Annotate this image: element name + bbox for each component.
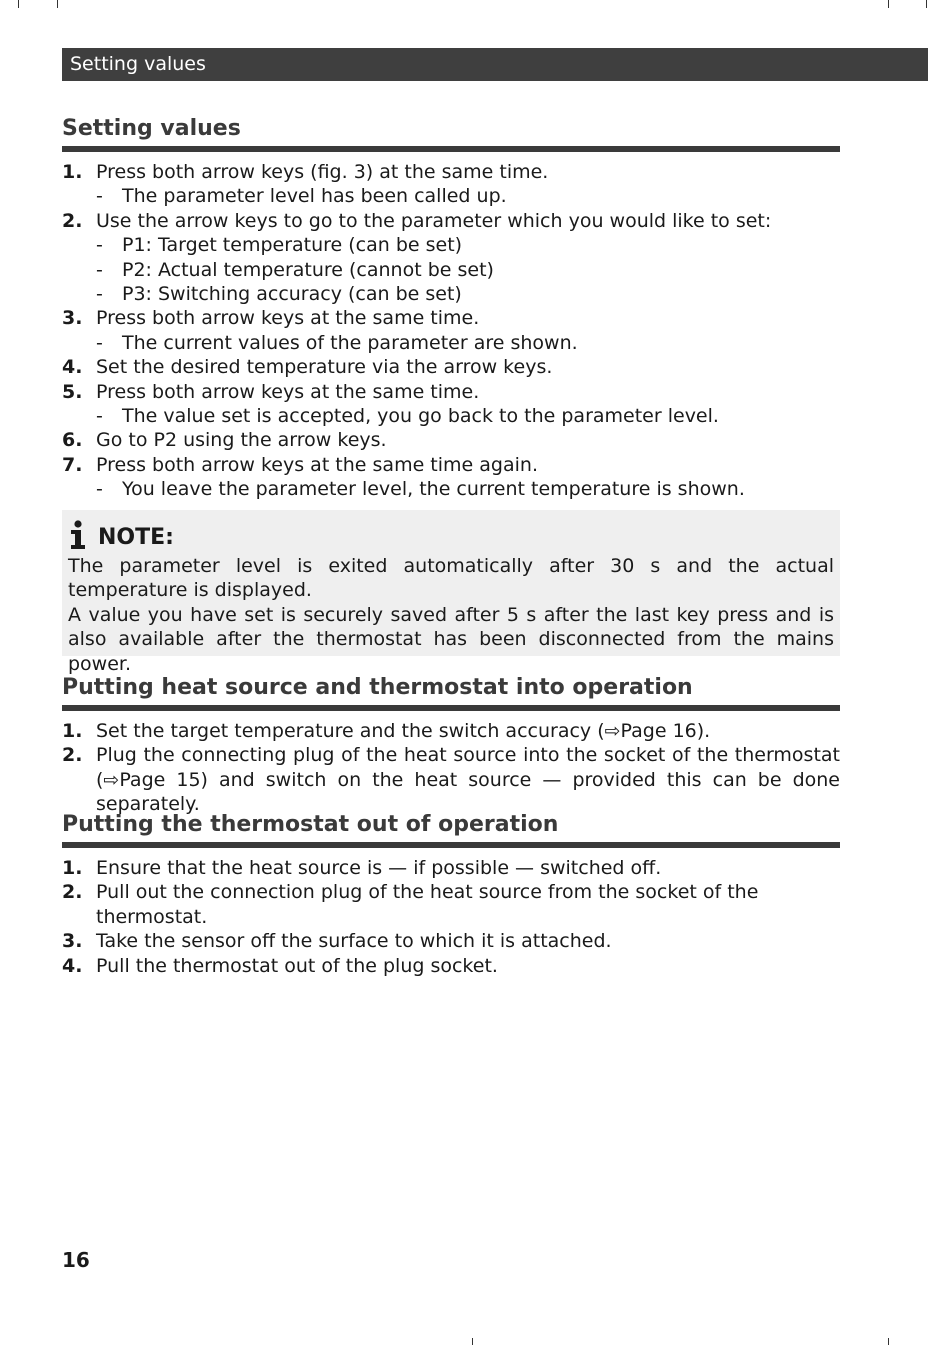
step-text: Plug the connecting plug of the heat source into the socket of the thermostat (⇨Page 15) and switch on the heat source — provided this can be done separately. <box>96 744 840 816</box>
list-item <box>62 209 840 307</box>
step-text: Press both arrow keys at the same time. <box>96 380 480 403</box>
crop-mark <box>926 0 927 8</box>
crop-mark <box>57 0 58 8</box>
step-list <box>62 160 840 502</box>
section-setting-values <box>62 116 840 502</box>
sub-text: You leave the parameter level, the current temperature is shown. <box>122 478 745 501</box>
step-text: Press both arrow keys at the same time. <box>96 307 480 330</box>
dash-marker: - <box>96 405 103 428</box>
crop-mark <box>18 0 19 8</box>
sub-text: The parameter level has been called up. <box>122 185 507 208</box>
sub-text: P2: Actual temperature (cannot be set) <box>122 258 494 281</box>
sub-item <box>96 233 840 257</box>
note-paragraph: The parameter level is exited automatically after 30 s and the actual temperature is displayed. <box>68 555 834 602</box>
dash-marker: - <box>96 331 103 354</box>
step-list <box>62 856 840 978</box>
step-number: 2. <box>62 209 83 232</box>
sub-item <box>96 477 840 501</box>
crop-mark <box>888 1338 889 1345</box>
list-item <box>62 929 840 953</box>
list-item <box>62 743 840 816</box>
dash-marker: - <box>96 283 103 306</box>
list-item <box>62 856 840 880</box>
dash-marker: - <box>96 258 103 281</box>
step-number: 2. <box>62 881 83 904</box>
step-text: Set the target temperature and the switch accuracy (⇨Page 16). <box>96 720 711 742</box>
list-item <box>62 380 840 429</box>
sub-item <box>96 282 840 306</box>
sub-item <box>96 404 840 428</box>
crop-mark <box>888 0 889 8</box>
step-text: Use the arrow keys to go to the parameter which you would like to set: <box>96 209 772 232</box>
list-item <box>62 954 840 978</box>
section-heading: Putting the thermostat out of operation <box>62 812 840 848</box>
step-number: 3. <box>62 307 83 330</box>
list-item <box>62 428 840 452</box>
section-heading: Setting values <box>62 116 840 152</box>
crop-mark <box>472 1338 473 1345</box>
step-number: 1. <box>62 857 83 879</box>
running-header-title: Setting values <box>70 53 206 75</box>
list-item <box>62 719 840 743</box>
note-label: NOTE: <box>98 524 174 550</box>
sub-text: P1: Target temperature (can be set) <box>122 234 463 257</box>
sub-text: The current values of the parameter are shown. <box>122 331 578 354</box>
running-header <box>62 48 928 81</box>
step-text: Pull out the connection plug of the heat source from the socket of the thermostat. <box>96 881 759 928</box>
note-paragraph: A value you have set is securely saved after 5 s after the last key press and is also available after the thermostat has been disconnected from the mains power. <box>68 603 834 675</box>
section-out-of-operation <box>62 812 840 978</box>
list-item <box>62 355 840 379</box>
note-header <box>68 520 834 554</box>
step-number: 1. <box>62 161 83 183</box>
step-text: Set the desired temperature via the arrow keys. <box>96 356 553 379</box>
step-number: 2. <box>62 744 83 767</box>
dash-marker: - <box>96 185 103 208</box>
page-number: 16 <box>62 1248 90 1272</box>
step-text: Take the sensor off the surface to which it is attached. <box>96 930 612 953</box>
step-list <box>62 719 840 817</box>
sub-item <box>96 258 840 282</box>
list-item <box>62 160 840 209</box>
sub-text: The value set is accepted, you go back to the parameter level. <box>122 405 719 428</box>
step-text: Ensure that the heat source is — if possible — switched off. <box>96 857 662 879</box>
step-number: 3. <box>62 930 83 953</box>
step-number: 6. <box>62 429 83 452</box>
info-icon <box>68 520 88 554</box>
section-heading: Putting heat source and thermostat into operation <box>62 675 840 711</box>
sub-item <box>96 331 840 355</box>
section-putting-into-operation <box>62 675 840 817</box>
step-text: Pull the thermostat out of the plug socket. <box>96 954 498 977</box>
step-text: Go to P2 using the arrow keys. <box>96 429 387 452</box>
dash-marker: - <box>96 234 103 257</box>
step-number: 7. <box>62 453 83 476</box>
note-box <box>62 510 840 675</box>
dash-marker: - <box>96 478 103 501</box>
sub-text: P3: Switching accuracy (can be set) <box>122 283 462 306</box>
step-number: 4. <box>62 954 83 977</box>
step-text: Press both arrow keys at the same time again. <box>96 453 538 476</box>
step-text: Press both arrow keys (fig. 3) at the same time. <box>96 161 549 183</box>
list-item <box>62 453 840 502</box>
sub-item <box>96 184 840 208</box>
step-number: 5. <box>62 380 83 403</box>
list-item <box>62 880 840 929</box>
step-number: 1. <box>62 720 83 742</box>
list-item <box>62 306 840 355</box>
step-number: 4. <box>62 356 83 379</box>
